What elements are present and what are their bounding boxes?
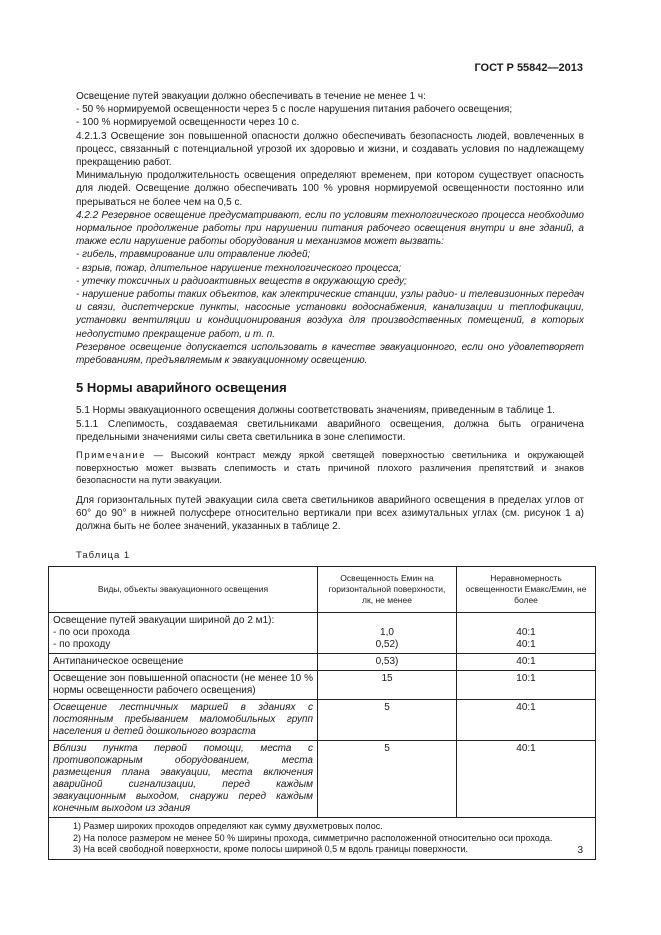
cell-text	[322, 615, 452, 627]
section-title: 5 Нормы аварийного освещения	[76, 380, 287, 396]
table-footnotes-row	[49, 818, 596, 860]
list-item: - взрыв, пожар, длительное нарушение технологического процесса;	[76, 262, 402, 274]
table-header-row	[49, 567, 596, 613]
list-item: - утечку токсичных и радиоактивных веществ в окружающую среду;	[76, 275, 407, 287]
table-cell: Антипаническое освещение	[49, 654, 318, 671]
table-row	[49, 654, 596, 671]
cell-text: - по проходу	[53, 639, 111, 651]
table-caption: Таблица 1	[76, 550, 131, 562]
footnote: 1) Размер широких проходов определяют как сумму двухметровых полос.	[73, 821, 383, 832]
table-header-cell: Неравномерность освещенности Eмакс/Eмин, не более	[457, 567, 596, 613]
paragraph: - 50 % нормируемой освещенности через 5 с после нарушения питания рабочего освещения;	[76, 104, 513, 116]
table-row	[49, 613, 596, 654]
note-label: Примечание	[76, 450, 146, 462]
paragraph: Минимальную продолжительность освещения определяют временем, при котором существует опасность для людей. Освещение должно обеспечивать 100 % уровня нормируемой освещенности постоянно или прерываться не более чем на 0,5 с.	[76, 170, 584, 208]
paragraph: Резервное освещение допускается использовать в качестве эвакуационного, если оно удовлетворяет требованиям, предъявляемым к эвакуационному освещению.	[76, 341, 584, 367]
page-number: 3	[577, 845, 583, 856]
note	[76, 450, 584, 488]
table-cell: 40:1	[457, 700, 596, 741]
table-cell: 15	[318, 671, 457, 700]
table-row	[49, 741, 596, 818]
document-code: ГОСТ Р 55842—2013	[474, 62, 583, 74]
list-item: - гибель, травмирование или отравление людей;	[76, 249, 311, 261]
norms-table	[48, 566, 596, 860]
paragraph: Освещение путей эвакуации должно обеспечивать в течение не менее 1 ч:	[76, 91, 426, 102]
table-header-cell: Освещенность Eмин на горизонтальной поверхности, лк, не менее	[318, 567, 457, 613]
table-footnotes	[49, 818, 596, 860]
cell-text	[461, 615, 591, 627]
footnote: 2) На полосе размером не менее 50 % ширины прохода, симметрично расположенной относительно оси прохода.	[73, 832, 553, 843]
table-cell	[318, 613, 457, 654]
document-body	[53, 90, 587, 860]
paragraph: 5.1.1 Слепимость, создаваемая светильниками аварийного освещения, должна быть ограничена предельными значениями силы света светильника в зоне слепимости.	[76, 418, 584, 443]
table-cell: 40:1	[457, 654, 596, 671]
table-cell: 10:1	[457, 671, 596, 700]
cell-text: 0,52)	[375, 639, 399, 651]
table-cell	[457, 613, 596, 654]
table-cell: 5	[318, 700, 457, 741]
table-cell: 0,53)	[318, 654, 457, 671]
cell-text: 1,0	[380, 627, 394, 639]
note-text: — Высокий контраст между яркой светящей поверхностью светильника и окружающей поверхностью может вызвать слепимость и стать причиной плохого различения препятствий и знаков безопасности на пути эвакуации.	[76, 450, 584, 487]
cell-text: 40:1	[516, 627, 536, 639]
paragraph: 5.1 Нормы эвакуационного освещения должны соответствовать значениям, приведенным в таблице 1.	[76, 405, 556, 417]
paragraph: - 100 % нормируемой освещенности через 10 с.	[76, 117, 300, 129]
table-cell	[49, 613, 318, 654]
table-header-cell: Виды, объекты эвакуационного освещения	[49, 567, 318, 613]
list-item: - нарушение работы таких объектов, как электрические станции, узлы радио- и телевизионных передач и связи, диспетчерские пункты, насосные установки водоснабжения, канализации и теплофикации, установки вентиляции и кондиционирования воздуха для производственных помещений, в которых недопустимо прекращение работ, и т. п.	[76, 289, 584, 340]
table-row	[49, 700, 596, 741]
cell-text: - по оси прохода	[53, 627, 130, 639]
table-cell: 40:1	[457, 741, 596, 818]
table-cell: Освещение зон повышенной опасности (не менее 10 % нормы освещенности рабочего освещения)	[49, 671, 318, 700]
table-row	[49, 671, 596, 700]
paragraph: 4.2.2 Резервное освещение предусматривают, если по условиям технологического процесса необходимо нормальное продолжение работы при нарушении питания рабочего освещения внутри и вне зданий, а также если нарушение работы оборудования и механизмов может вызвать:	[76, 209, 584, 248]
table-cell: 5	[318, 741, 457, 818]
paragraph: Для горизонтальных путей эвакуации сила света светильников аварийного освещения в пределах углов от 60° до 90° в нижней полусфере относительно вертикали при всех азимутальных углах (см. рисунок 1 а) должна быть не более значений, указанных в таблице 2.	[76, 494, 584, 532]
table-cell: Вблизи пункта первой помощи, места с противопожарным оборудованием, места размещения плана эвакуации, места включения аварийной сигнализации, перед каждым эвакуационным выходом, снаружи перед каждым конечным выходом из здания	[49, 741, 318, 818]
cell-text: Освещение путей эвакуации шириной до 2 м1):	[53, 615, 275, 627]
paragraph: 4.2.1.3 Освещение зон повышенной опасности должно обеспечивать безопасность людей, вовлеченных в процесс, связанный с потенциальной угрозой их здоровью и жизни, и создавать условия по надлежащему прекращению работ.	[76, 130, 584, 169]
table-cell: Освещение лестничных маршей в зданиях с постоянным пребыванием маломобильных групп населения и детей дошкольного возраста	[49, 700, 318, 741]
cell-text: 40:1	[516, 639, 536, 651]
footnote: 3) На всей свободной поверхности, кроме полосы шириной 0,5 м вдоль границы поверхности.	[73, 844, 469, 855]
